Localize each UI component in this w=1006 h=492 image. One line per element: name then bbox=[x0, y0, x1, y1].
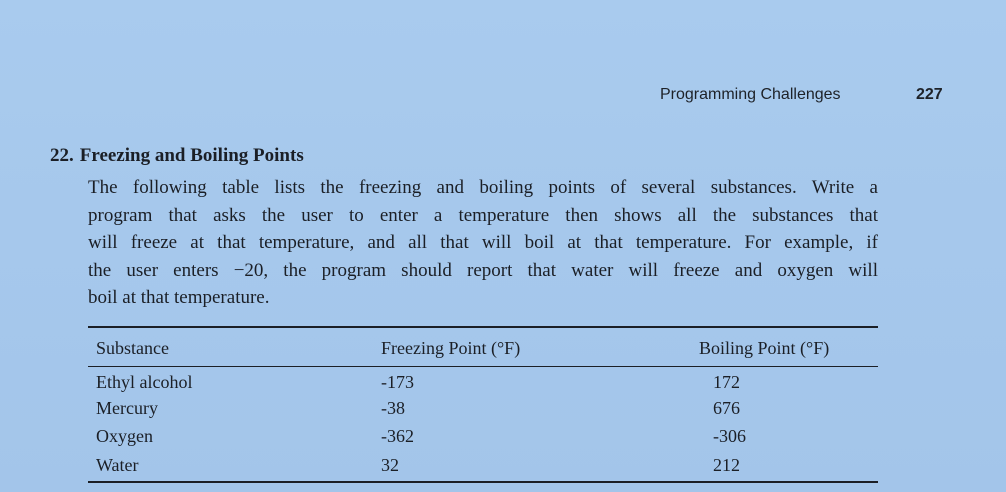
table-cell-substance: Water bbox=[96, 455, 139, 475]
problem-line-1: The following table lists the freezing and boiling points of several substances. Write a bbox=[88, 177, 878, 198]
table-cell-substance: Oxygen bbox=[96, 426, 153, 446]
table-cell-boiling: 172 bbox=[713, 372, 740, 392]
problem-description bbox=[88, 174, 878, 312]
table-cell-freezing: -362 bbox=[381, 426, 414, 446]
page-number: 227 bbox=[916, 86, 943, 103]
problem-heading bbox=[50, 145, 304, 167]
table-cell-boiling: 676 bbox=[713, 398, 740, 418]
column-header-boiling: Boiling Point (°F) bbox=[699, 338, 830, 358]
problem-line-2: program that asks the user to enter a temperature then shows all the substances that bbox=[88, 204, 878, 226]
problem-line-3: will freeze at that temperature, and all that will boil at that temperature. For example, if bbox=[88, 232, 878, 254]
problem-number: 22. bbox=[50, 145, 74, 166]
column-header-substance: Substance bbox=[96, 338, 169, 358]
table-cell-boiling: -306 bbox=[713, 426, 746, 446]
table-cell-freezing: -38 bbox=[381, 398, 405, 418]
table-cell-freezing: 32 bbox=[381, 455, 399, 475]
table-cell-boiling: 212 bbox=[713, 455, 740, 475]
problem-line-5: boil at that temperature. bbox=[88, 287, 270, 309]
table-header-rule bbox=[88, 366, 878, 367]
table-cell-freezing: -173 bbox=[381, 372, 414, 392]
problem-line-4: the user enters −20, the program should report that water will freeze and oxygen will bbox=[88, 259, 878, 281]
table-top-rule bbox=[88, 326, 878, 328]
table-bottom-rule bbox=[88, 481, 878, 483]
running-head-title: Programming Challenges bbox=[660, 86, 841, 103]
table-cell-substance: Ethyl alcohol bbox=[96, 372, 193, 392]
column-header-freezing: Freezing Point (°F) bbox=[381, 338, 521, 358]
problem-title: Freezing and Boiling Points bbox=[79, 145, 304, 166]
table-cell-substance: Mercury bbox=[96, 398, 158, 418]
